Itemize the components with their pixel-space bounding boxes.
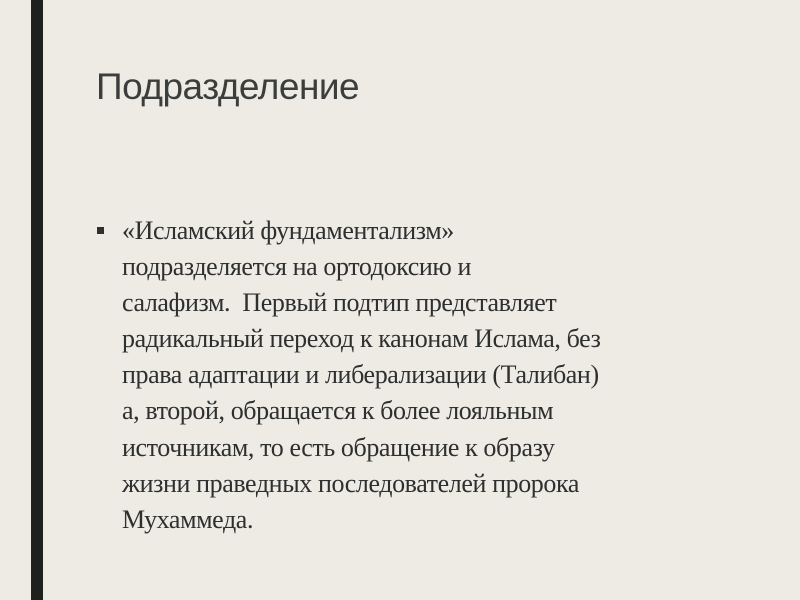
bullet-line-3: салафизм. Первый подтип представляет (122, 288, 557, 318)
left-accent-bar (31, 0, 43, 600)
bullet-square-icon (97, 227, 104, 234)
bullet-line-9: Мухаммеда. (122, 504, 254, 534)
bullet-text (122, 213, 600, 538)
bullet-line-4: радикальный переход к канонам Ислама, без (122, 324, 601, 354)
bullet-line-5: права адаптации и либерализации (Талибан) (122, 360, 599, 390)
slide-title: Подразделение (96, 66, 360, 107)
bullet-line-2: подразделяется на ортодоксию и (122, 252, 472, 282)
bullet-line-1: «Исламский фундаментализм» (122, 216, 454, 245)
bullet-line-8: жизни праведных последователей пророка (122, 468, 579, 498)
bullet-line-7: источникам, то есть обращение к образу (122, 432, 555, 462)
bullet-line-6: а, второй, обращается к более лояльным (122, 396, 554, 426)
